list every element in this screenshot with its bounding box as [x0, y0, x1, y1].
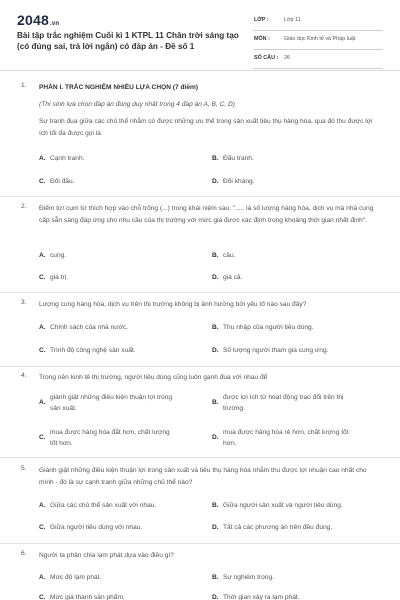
question-divider	[0, 457, 400, 458]
option-letter: D.	[212, 524, 219, 531]
question-divider	[0, 292, 400, 293]
meta-label: LỚP :	[254, 17, 269, 23]
question-number: 1.	[21, 82, 27, 89]
option-text: mua được hàng hóa đắt hơn, chất lượng tốt hơn.	[50, 429, 170, 447]
site-logo[interactable]	[17, 12, 59, 28]
question-divider	[0, 366, 400, 367]
section-title: PHẦN I. TRẮC NGHIỆM NHIỀU LỰA CHỌN (7 điểm)	[39, 84, 199, 91]
question-text: Sự tranh đua giữa các chủ thể nhằm có được những ưu thế trong sản xuất tiêu thụ hàng hóa, qua đó thu được lợi ích tối đa được gọi là	[39, 118, 373, 137]
option-letter: C.	[39, 274, 46, 281]
option-letter: B.	[212, 399, 219, 406]
option-letter: A.	[39, 574, 46, 581]
header-divider	[0, 70, 400, 71]
question-divider	[0, 543, 400, 544]
question-number: 3.	[21, 299, 27, 306]
option-letter: B.	[212, 155, 219, 162]
question-text: Trong nền kinh tế thị trường, người tiêu dùng cũng luôn ganh đua với nhau để	[39, 374, 268, 381]
question-text: Điểm từ/ cụm từ thích hợp vào chỗ trống (...) trong khái niệm sau: "..... là số lượng hàng hóa, dịch vụ mà nhà cung cấp sẵn sàng đáp ứng cho nhu cầu của thị trường với mức giá được xác định trong khoảng thời gian nhất định".	[39, 205, 374, 224]
option-letter: C.	[39, 594, 46, 600]
option-text: Tất cả các phương án trên đều đúng.	[223, 524, 333, 531]
option-text: Số lượng người tham gia cung ứng.	[223, 347, 329, 354]
question-number: 4.	[21, 372, 27, 379]
option-letter: B.	[212, 324, 219, 331]
option-text: giá cả.	[223, 274, 243, 281]
option-text: Mức giá thành sản phẩm.	[50, 594, 125, 600]
option-text: được lợi ích từ hoạt động trao đổi trên thị trường.	[223, 394, 344, 412]
option-text: Cạnh tranh.	[50, 155, 85, 162]
meta-value: 26	[284, 55, 290, 61]
option-letter: B.	[212, 502, 219, 509]
option-text: Trình độ công nghệ sản xuất.	[50, 347, 136, 354]
document-header	[0, 0, 400, 68]
option-text: Đối đầu.	[50, 178, 75, 185]
option-text: Giữa người tiêu dùng với nhau.	[50, 524, 143, 531]
meta-label: MÔN :	[254, 36, 270, 42]
option-text: Đấu tranh.	[223, 155, 254, 162]
document-meta	[253, 12, 383, 69]
option-text: Mức độ lạm phát.	[50, 574, 102, 581]
option-text: Chính sách của nhà nước.	[50, 324, 129, 331]
question-number: 2.	[21, 203, 27, 210]
option-letter: C.	[39, 347, 46, 354]
question-text: Người ta phân chia lạm phát dựa vào điều gì?	[39, 552, 174, 559]
question-number: 6.	[21, 550, 27, 557]
option-text: cung.	[50, 252, 67, 259]
option-letter: A.	[39, 502, 46, 509]
option-text: giá trị.	[50, 274, 68, 281]
option-text: giành giật những điều kiện thuận lợi trong sản xuất.	[50, 394, 173, 412]
option-letter: C.	[39, 434, 46, 441]
option-letter: C.	[39, 524, 46, 531]
option-text: Giữa các chủ thể sản xuất với nhau.	[50, 502, 157, 509]
option-letter: D.	[212, 347, 219, 354]
meta-row-count	[253, 50, 383, 69]
option-letter: A.	[39, 155, 46, 162]
option-letter: D.	[212, 274, 219, 281]
question-number: 5.	[21, 465, 27, 472]
option-text: cầu.	[223, 252, 236, 259]
logo-main: 2048	[17, 12, 49, 28]
section-instruction: (Thí sinh lựa chọn đáp án đúng duy nhất trong 4 đáp án A, B, C, D)	[39, 101, 236, 108]
option-letter: A.	[39, 399, 46, 406]
document-title: Bài tập trắc nghiệm Cuối kì 1 KTPL 11 Chân trời sáng tạo (có đúng sai, trả lời ngắn) có đáp án - Đề số 1	[17, 31, 239, 51]
logo-tld: .vn	[49, 21, 60, 27]
meta-label: SỐ CÂU :	[254, 55, 279, 61]
meta-value: Giáo dục Kinh tế và Pháp luật	[284, 36, 356, 42]
option-letter: D.	[212, 178, 219, 185]
question-text: Giành giật những điều kiện thuận lợi trong sản xuất và tiêu thụ hàng hóa nhằm thu được lợi nhuận cao nhất cho mình - đó là sự cạnh tranh giữa những chủ thể nào?	[39, 467, 367, 486]
option-text: Thu nhập của người tiêu dùng.	[223, 324, 314, 331]
option-letter: A.	[39, 252, 46, 259]
meta-row-subject	[253, 31, 383, 50]
option-text: Thời gian xảy ra lạm phát.	[223, 594, 300, 600]
option-text: Giữa người sản xuất và người tiêu dùng.	[223, 502, 343, 509]
option-text: mua được hàng hóa rẻ hơn, chất lượng tốt hơn.	[223, 429, 349, 447]
option-letter: B.	[212, 252, 219, 259]
option-letter: B.	[212, 574, 219, 581]
option-letter: D.	[212, 594, 219, 600]
option-letter: A.	[39, 324, 46, 331]
meta-row-grade	[253, 12, 383, 31]
option-letter: C.	[39, 178, 46, 185]
question-text: Lượng cung hàng hóa, dịch vụ trên thị trường không bị ảnh hưởng bởi yếu tố nào sau đây?	[39, 301, 307, 308]
option-letter: D.	[212, 434, 219, 441]
question-divider	[0, 196, 400, 197]
option-text: Đối kháng.	[223, 178, 255, 185]
option-text: Sự nghiêm trọng.	[223, 574, 274, 581]
meta-value: Lớp 11	[284, 17, 301, 23]
